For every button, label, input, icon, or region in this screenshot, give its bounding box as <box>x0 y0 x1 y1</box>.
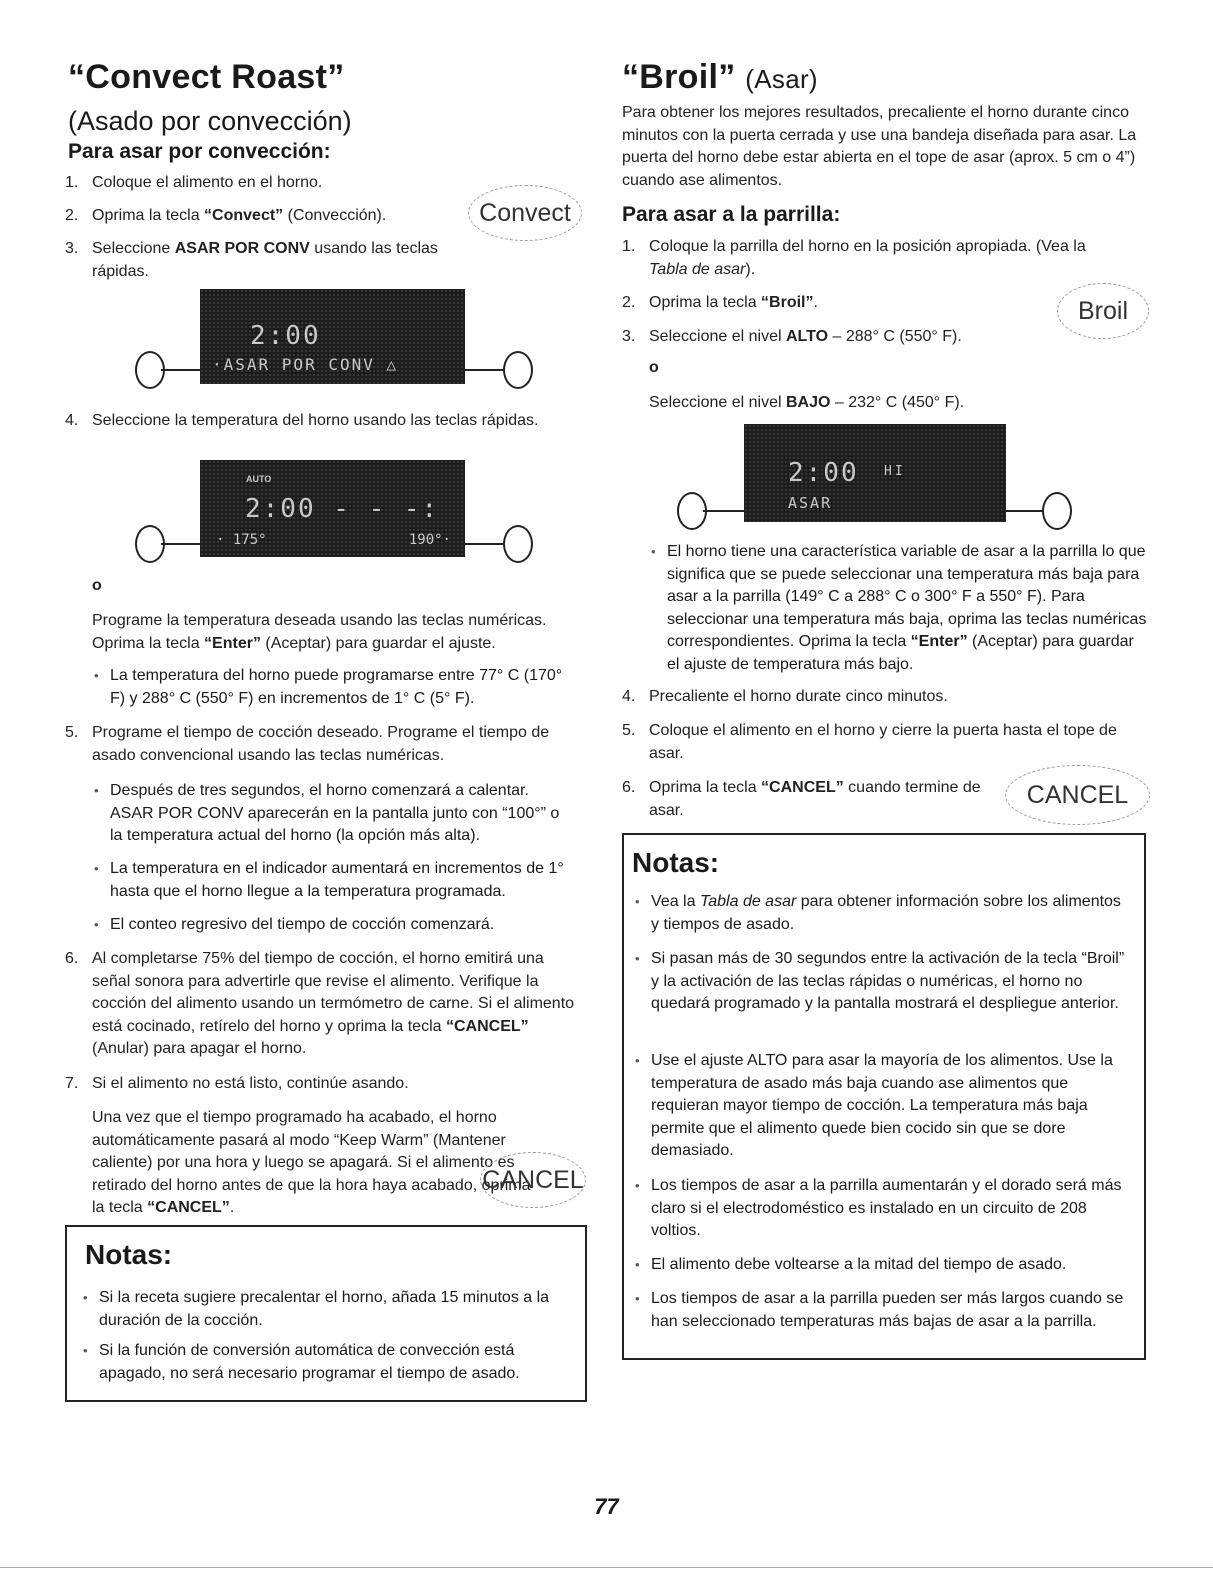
step-number: 3. <box>65 240 79 257</box>
broil-step-3b: Seleccione el nivel BAJO – 232° C (450° F). <box>649 394 965 411</box>
note-item: • Si la función de conversión automática de convección está apagado, no será necesario programar el tiempo de asado. <box>99 1340 569 1385</box>
display-panel-2 <box>200 460 465 557</box>
note-item: • Si la receta sugiere precalentar el horno, añada 15 minutos a la duración de la cocción. <box>99 1287 574 1332</box>
step-2 <box>65 205 455 228</box>
display-auto-label: AUTO <box>246 474 272 484</box>
step-number: 2. <box>622 294 636 311</box>
display-temp-right: 190°· <box>408 532 451 548</box>
notes-title: Notas: <box>85 1239 173 1270</box>
broil-step-5 <box>622 720 1122 765</box>
or-text: o <box>92 577 102 594</box>
connector-line <box>1006 510 1044 512</box>
step-number: 1. <box>65 174 79 191</box>
bullet-temp-range: • La temperatura del horno puede programarse entre 77° C (170° F) y 288° C (550° F) en incrementos de 1° C (5° F). <box>110 665 580 710</box>
display-time: 2:00 <box>250 321 321 351</box>
connector-line <box>465 369 505 371</box>
broil-step-6 <box>622 777 982 822</box>
step-text: Al completarse 75% del tiempo de cocción, el horno emitirá una señal sonora para advertirle que revise el alimento. Verifique la cocción del alimento usando un termómetro de carne. Si el alimento está cocinado, retírelo del horno y oprima la tecla “CANCEL” (Anular) para apagar el horno. <box>92 950 575 1057</box>
display-temp-left: · 175° <box>216 532 267 548</box>
bottom-rule <box>0 1567 1213 1568</box>
step-number: 5. <box>622 722 636 739</box>
broil-step-1 <box>622 236 1122 281</box>
keep-warm-paragraph: Una vez que el tiempo programado ha acabado, el horno automáticamente pasará al modo “Keep Warm” (Mantener caliente) por una hora y luego se apagará. Si el alimento es retirado del horno antes de que la hora haya acabado, oprima la tecla “CANCEL”. <box>92 1109 531 1216</box>
broil-key-label: Broil <box>1077 296 1128 325</box>
step-text: Oprima la tecla “Convect” (Convección). <box>92 207 387 224</box>
display-mode-text: ·ASAR POR CONV △ <box>212 355 399 374</box>
step-6 <box>65 948 585 1061</box>
connector-line <box>703 510 745 512</box>
step-number: 6. <box>622 779 636 796</box>
notes-title: Notas: <box>632 847 720 878</box>
connector-line <box>161 543 201 545</box>
cancel-key[interactable] <box>480 1152 586 1208</box>
step-text: Seleccione el nivel ALTO – 288° C (550° F). <box>649 328 962 345</box>
step-number: 7. <box>65 1075 79 1092</box>
step-text: Seleccione la temperatura del horno usando las teclas rápidas. <box>92 412 539 429</box>
convect-key[interactable] <box>468 185 582 241</box>
step-3 <box>65 238 445 283</box>
broil-step-2 <box>622 292 1002 315</box>
display-time: 2:00 - - -: <box>245 494 440 524</box>
step-text: Coloque el alimento en el horno. <box>92 174 323 191</box>
step-5 <box>65 722 585 767</box>
step-number: 4. <box>622 688 636 705</box>
notes-box <box>65 1225 587 1402</box>
convect-roast-subtitle: (Asado por convección) <box>68 106 352 136</box>
step-number: 4. <box>65 412 79 429</box>
convect-roast-section-heading: Para asar por convección: <box>68 140 331 163</box>
broil-step-3 <box>622 326 1002 349</box>
broil-section-heading: Para asar a la parrilla: <box>622 203 841 226</box>
program-paragraph: Programe la temperatura deseada usando las teclas numéricas. Oprima la tecla “Enter” (Aceptar) para guardar el ajuste. <box>92 612 547 652</box>
bullet-temp-increment: • La temperatura en el indicador aumentará en incrementos de 1° hasta que el horno llegue a la temperatura programada. <box>110 858 580 903</box>
step-text: Seleccione ASAR POR CONV usando las teclas rápidas. <box>92 240 438 280</box>
step-7 <box>65 1073 585 1096</box>
or-text: o <box>649 359 659 376</box>
cancel-key[interactable] <box>1005 765 1150 825</box>
step-4 <box>65 410 585 433</box>
notes-box <box>622 833 1146 1360</box>
step-number: 6. <box>65 950 79 967</box>
display-time: 2:00 <box>788 458 859 488</box>
bullet-countdown: • El conteo regresivo del tiempo de cocción comenzará. <box>110 914 580 937</box>
right-knob[interactable] <box>1042 492 1072 530</box>
step-text: Coloque el alimento en el horno y cierre la puerta hasta el tope de asar. <box>649 722 1117 762</box>
broil-key[interactable] <box>1057 283 1149 339</box>
display-hi: HI <box>884 464 906 479</box>
step-text: Programe el tiempo de cocción deseado. Programe el tiempo de asado convencional usando las teclas numéricas. <box>92 724 550 764</box>
connector-line <box>161 369 201 371</box>
right-knob[interactable] <box>503 525 533 563</box>
step-text: Coloque la parrilla del horno en la posición apropiada. (Vea la Tabla de asar). <box>649 238 1086 278</box>
step-text: Oprima la tecla “Broil”. <box>649 294 818 311</box>
note-item: • Vea la Tabla de asar para obtener información sobre los alimentos y tiempos de asado. <box>651 891 1131 936</box>
bullet-variable-broil: • El horno tiene una característica variable de asar a la parrilla lo que significa que se puede seleccionar una temperatura más baja para asar a la parrilla (149° C a 288° C o 300° F a 550° F). Para seleccionar una temperatura más baja, oprima las teclas numéricas correspondientes. Oprima la tecla “Enter” (Aceptar) para guardar el ajuste de temperatura más bajo. <box>667 541 1147 676</box>
convect-roast-title: “Convect Roast” <box>68 58 345 96</box>
note-item: • Si pasan más de 30 segundos entre la activación de la tecla “Broil” y la activación de las teclas rápidas o numéricas, el horno no quedará programado y la pantalla mostrará el despliegue anterior. <box>651 948 1131 1016</box>
broil-display-panel <box>744 424 1006 522</box>
note-item: • Los tiempos de asar a la parrilla pueden ser más largos cuando se han seleccionado temperaturas más bajas de asar a la parrilla. <box>651 1288 1131 1333</box>
bullet-heating: • Después de tres segundos, el horno comenzará a calentar. ASAR POR CONV aparecerán en la pantalla junto con “100°” o la temperatura actual del horno (la opción más alta). <box>110 780 575 848</box>
broil-step-4 <box>622 686 1122 709</box>
step-number: 3. <box>622 328 636 345</box>
cancel-key-label: CANCEL <box>482 1165 584 1194</box>
broil-intro: Para obtener los mejores resultados, precaliente el horno durante cinco minutos con la puerta cerrada y use una bandeja diseñada para asar. La puerta del horno debe estar abierta en el tope de asar (aprox. 5 cm o 4”) cuando ase alimentos. <box>622 104 1137 189</box>
step-number: 5. <box>65 724 79 741</box>
note-item: • Use el ajuste ALTO para asar la mayoría de los alimentos. Use la temperatura de asado más baja cuando ase alimentos que requieran mayor tiempo de cocción. La temperatura más baja permite que el alimento quede bien cocido sin que se dore demasiado. <box>651 1050 1131 1163</box>
broil-title: “Broil” (Asar) <box>622 58 818 96</box>
cancel-key-label: CANCEL <box>1026 780 1129 809</box>
step-number: 1. <box>622 238 636 255</box>
page-number: 77 <box>594 1494 619 1519</box>
convect-key-label: Convect <box>479 198 571 227</box>
step-1 <box>65 172 455 195</box>
connector-line <box>465 543 505 545</box>
display-mode-text: ASAR <box>788 494 833 512</box>
step-text: Si el alimento no está listo, continúe asando. <box>92 1075 409 1092</box>
right-knob[interactable] <box>503 351 533 389</box>
note-item: • El alimento debe voltearse a la mitad del tiempo de asado. <box>651 1254 1131 1277</box>
step-text: Oprima la tecla “CANCEL” cuando termine de asar. <box>649 779 981 819</box>
step-number: 2. <box>65 207 79 224</box>
note-item: • Los tiempos de asar a la parrilla aumentarán y el dorado será más claro si el electrodoméstico es instalado en un circuito de 208 voltios. <box>651 1175 1131 1243</box>
step-text: Precaliente el horno durate cinco minutos. <box>649 688 948 705</box>
display-panel-1 <box>200 289 465 384</box>
